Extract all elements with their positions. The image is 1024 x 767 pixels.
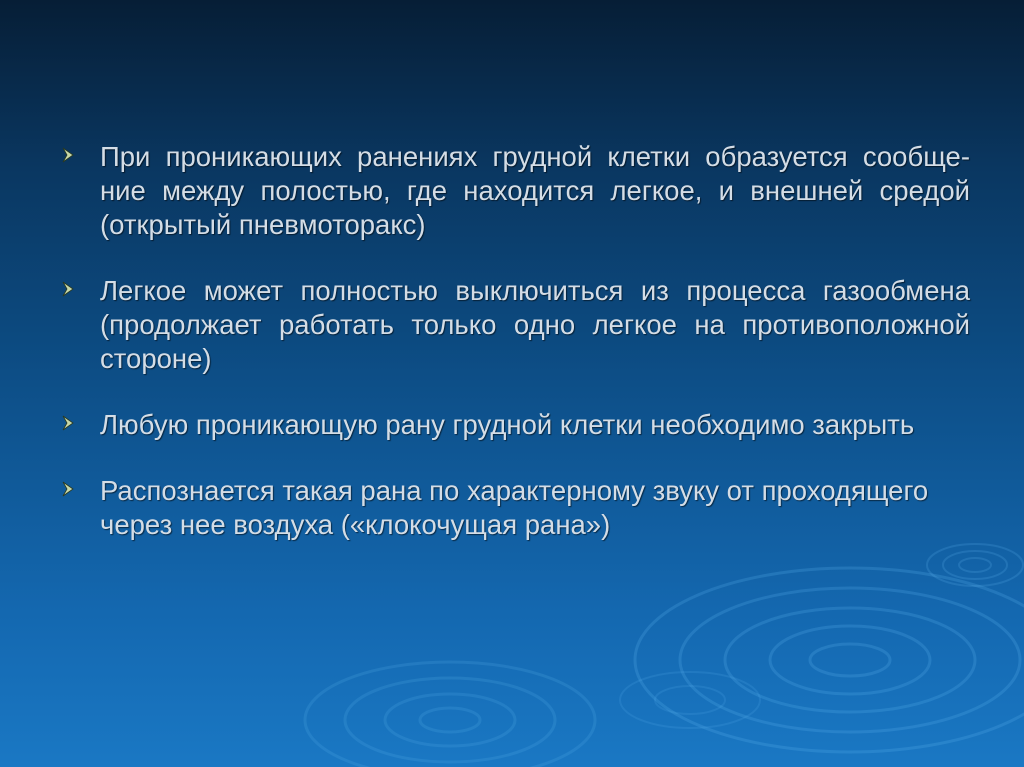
chevron-right-icon	[60, 144, 78, 166]
chevron-right-icon	[60, 278, 78, 300]
bullet-item	[58, 274, 970, 376]
bullet-item	[58, 408, 970, 442]
bullet-text: Легкое может полностью выключиться из процесса газообмена (продолжает работать только одно легкое на противоположной стороне)	[100, 275, 970, 374]
bullet-text: Распознается такая рана по характерному звуку от проходящего через нее воздуха («клокочущая рана»)	[100, 475, 929, 540]
bullet-item	[58, 474, 970, 542]
chevron-right-icon	[60, 478, 78, 500]
bullet-list	[58, 140, 970, 574]
bullet-item	[58, 140, 970, 242]
chevron-right-icon	[60, 412, 78, 434]
bullet-text: Любую проникающую рану грудной клетки необходимо закрыть	[100, 409, 915, 440]
bullet-text: При проникающих ранениях грудной клетки образуется сообще-ние между полостью, где находится легкое, и внешней средой (открытый пневмоторакс)	[100, 141, 970, 240]
